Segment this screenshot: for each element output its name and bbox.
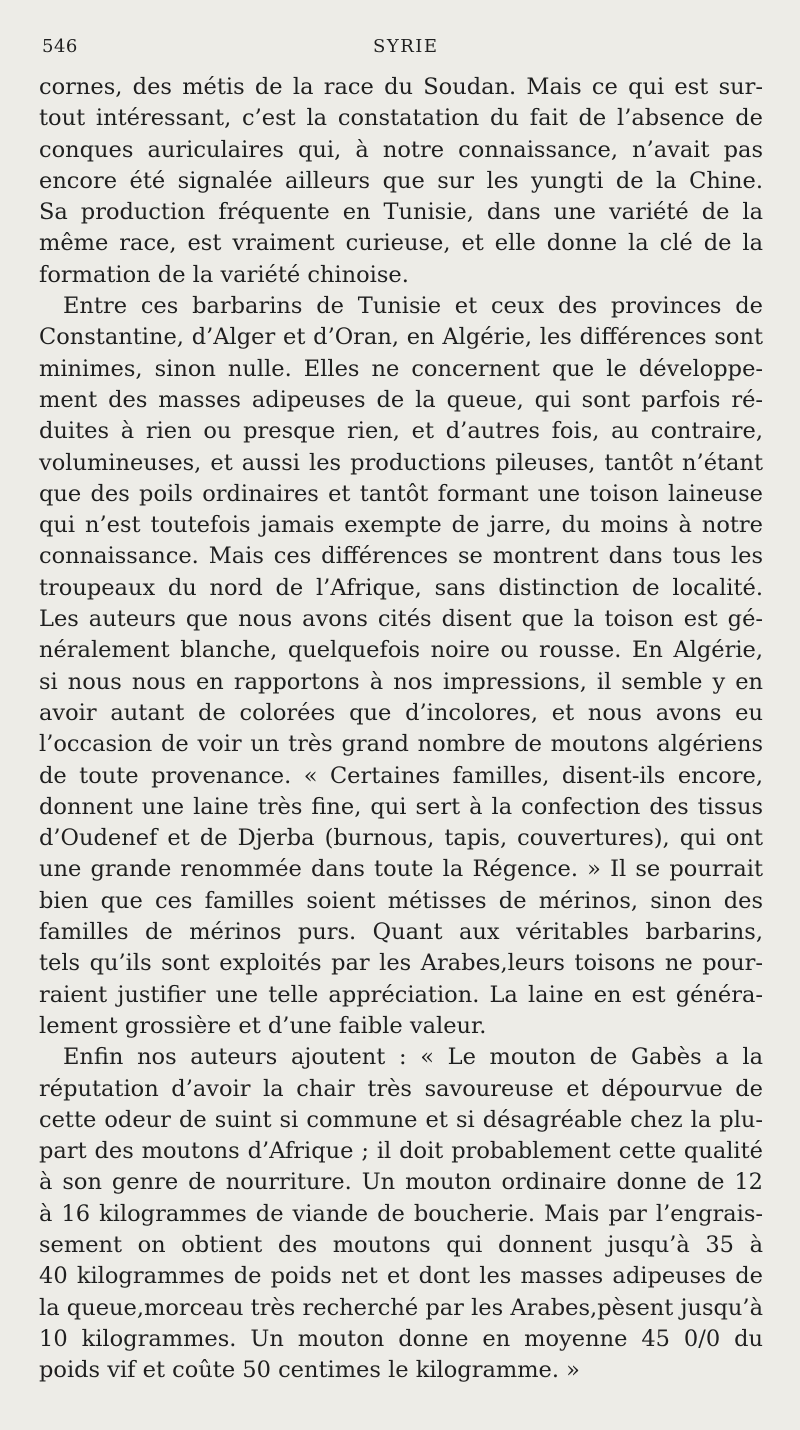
paragraph-gabes-mutton bbox=[39, 1042, 763, 1386]
text-line: réputation d’avoir la chair très savoureuse et dépourvue de bbox=[39, 1075, 763, 1102]
text-line: que des poils ordinaires et tantôt formant une toison laineuse bbox=[39, 480, 763, 507]
paragraph-continuation bbox=[39, 72, 763, 291]
text-line: de toute provenance. « Certaines familles, disent-ils encore, bbox=[39, 762, 763, 789]
text-line: Les auteurs que nous avons cités disent que la toison est gé- bbox=[39, 606, 763, 633]
text-line: lement grossière et d’une faible valeur. bbox=[39, 1012, 487, 1039]
text-line: tout intéressant, c’est la constatation du fait de l’absence de bbox=[39, 105, 763, 132]
text-line: troupeaux du nord de l’Afrique, sans distinction de localité. bbox=[39, 574, 763, 601]
text-line: duites à rien ou presque rien, et d’autres fois, au contraire, bbox=[39, 418, 763, 445]
text-line: même race, est vraiment curieuse, et elle donne la clé de la bbox=[39, 230, 763, 257]
text-line: conques auriculaires qui, à notre connaissance, n’avait pas bbox=[39, 136, 763, 163]
text-line: part des moutons d’Afrique ; il doit probablement cette qualité bbox=[39, 1138, 763, 1165]
text-line: à son genre de nourriture. Un mouton ordinaire donne de 12 bbox=[39, 1169, 763, 1196]
text-line: Entre ces barbarins de Tunisie et ceux des provinces de bbox=[63, 293, 763, 320]
text-line: minimes, sinon nulle. Elles ne concernent que le développe- bbox=[39, 355, 763, 382]
text-line: l’occasion de voir un très grand nombre de moutons algériens bbox=[39, 731, 763, 758]
text-line: encore été signalée ailleurs que sur les yungti de la Chine. bbox=[39, 167, 763, 194]
text-line: à 16 kilogrammes de viande de boucherie. Mais par l’engrais- bbox=[39, 1200, 763, 1227]
text-line: volumineuses, et aussi les productions pileuses, tantôt n’étant bbox=[39, 449, 763, 476]
text-line: Constantine, d’Alger et d’Oran, en Algérie, les différences sont bbox=[39, 324, 763, 351]
text-line: cornes, des métis de la race du Soudan. Mais ce qui est sur- bbox=[39, 74, 763, 100]
running-title: SYRIE bbox=[373, 36, 439, 57]
body-text bbox=[39, 72, 763, 1386]
page-number: 546 bbox=[42, 36, 78, 57]
text-line: ment des masses adipeuses de la queue, qui sont parfois ré- bbox=[39, 386, 763, 413]
text-line: d’Oudenef et de Djerba (burnous, tapis, couvertures), qui ont bbox=[39, 825, 763, 852]
text-line: si nous nous en rapportons à nos impressions, il semble y en bbox=[39, 668, 763, 695]
text-line: cette odeur de suint si commune et si désagréable chez la plu- bbox=[39, 1106, 763, 1133]
text-line: sement on obtient des moutons qui donnent jusqu’à 35 à bbox=[39, 1231, 763, 1258]
text-line: Enfin nos auteurs ajoutent : « Le mouton de Gabès a la bbox=[63, 1044, 763, 1071]
text-line: Sa production fréquente en Tunisie, dans une variété de la bbox=[39, 199, 763, 226]
text-line: donnent une laine très fine, qui sert à la confection des tissus bbox=[39, 793, 763, 820]
text-line: néralement blanche, quelquefois noire ou rousse. En Algérie, bbox=[39, 637, 763, 664]
text-line: raient justifier une telle appréciation. La laine en est généra- bbox=[39, 981, 763, 1008]
text-line: connaissance. Mais ces différences se montrent dans tous les bbox=[39, 543, 763, 570]
page-header bbox=[0, 36, 800, 60]
text-line: la queue,morceau très recherché par les Arabes,pèsent jusqu’à bbox=[39, 1294, 763, 1321]
text-line: familles de mérinos purs. Quant aux véritables barbarins, bbox=[39, 919, 763, 946]
text-line: 40 kilogrammes de poids net et dont les masses adipeuses de bbox=[39, 1263, 763, 1290]
paragraph-barbarins bbox=[39, 291, 763, 1042]
text-line: une grande renommée dans toute la Régence. » Il se pourrait bbox=[39, 856, 763, 883]
text-line: avoir autant de colorées que d’incolores, et nous avons eu bbox=[39, 699, 763, 726]
text-line: tels qu’ils sont exploités par les Arabes,leurs toisons ne pour- bbox=[39, 950, 763, 977]
text-line: bien que ces familles soient métisses de mérinos, sinon des bbox=[39, 887, 763, 914]
text-line: formation de la variété chinoise. bbox=[39, 261, 409, 288]
text-line: 10 kilogrammes. Un mouton donne en moyenne 45 0/0 du bbox=[39, 1325, 763, 1352]
text-line: poids vif et coûte 50 centimes le kilogramme. » bbox=[39, 1357, 580, 1384]
text-line: qui n’est toutefois jamais exempte de jarre, du moins à notre bbox=[39, 512, 763, 539]
